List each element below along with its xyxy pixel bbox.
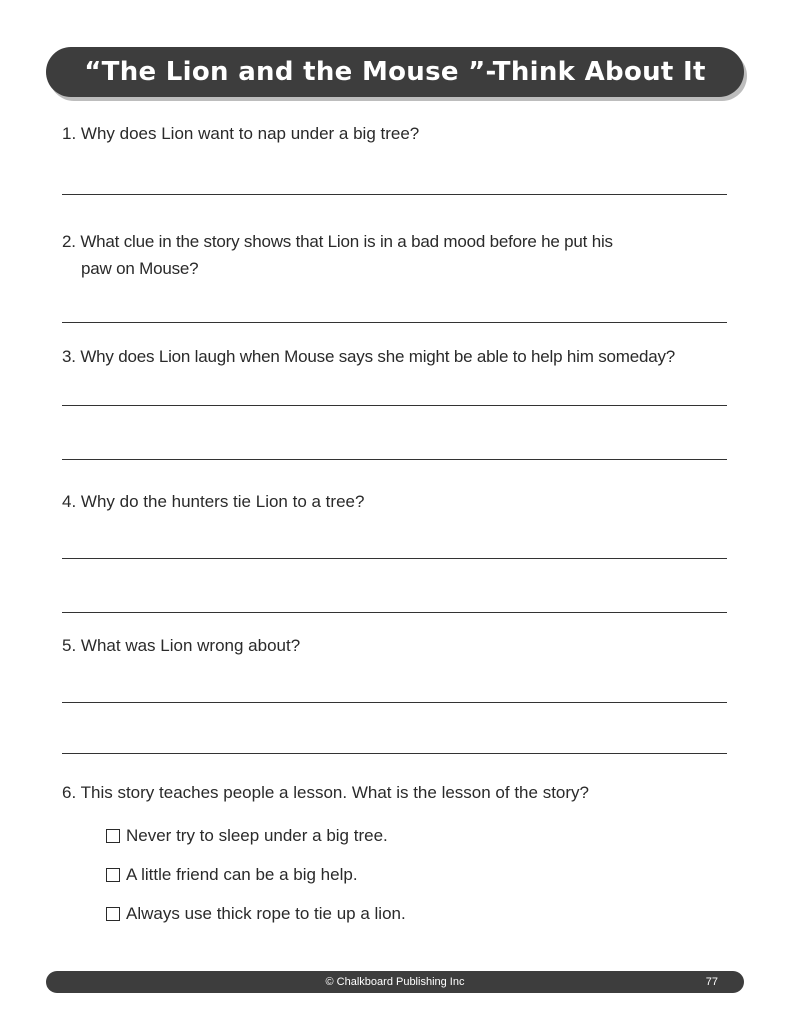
question-text: Why do the hunters tie Lion to a tree?	[80, 492, 365, 511]
page-title: “The Lion and the Mouse ”-Think About It	[84, 57, 706, 87]
checkbox-icon[interactable]	[106, 868, 120, 882]
question-text: What was Lion wrong about?	[80, 636, 301, 655]
question-number: 2.	[62, 232, 76, 251]
title-banner	[46, 47, 744, 97]
question-text: Why does Lion want to nap under a big tree?	[80, 124, 420, 143]
option-1[interactable]	[106, 825, 388, 847]
answer-line[interactable]	[62, 702, 727, 703]
answer-line[interactable]	[62, 194, 727, 195]
checkbox-icon[interactable]	[106, 907, 120, 921]
question-number: 6.	[62, 783, 77, 802]
option-label: Never try to sleep under a big tree.	[126, 826, 388, 845]
question-6	[62, 779, 589, 806]
option-label: A little friend can be a big help.	[126, 865, 358, 884]
answer-line[interactable]	[62, 405, 727, 406]
footer-bar	[46, 971, 744, 993]
question-4	[62, 488, 364, 515]
answer-line[interactable]	[62, 612, 727, 613]
question-number: 4.	[62, 492, 77, 511]
checkbox-icon[interactable]	[106, 829, 120, 843]
answer-line[interactable]	[62, 322, 727, 323]
question-5	[62, 632, 300, 659]
question-text: What clue in the story shows that Lion is in a bad mood before he put his	[80, 232, 613, 251]
question-text: Why does Lion laugh when Mouse says she might be able to help him someday?	[80, 347, 676, 366]
option-label: Always use thick rope to tie up a lion.	[126, 904, 406, 923]
copyright-text: © Chalkboard Publishing Inc	[325, 976, 465, 988]
question-text: This story teaches people a lesson. What is the lesson of the story?	[80, 783, 589, 802]
question-text-continued: paw on Mouse?	[81, 259, 199, 278]
question-3	[62, 343, 675, 370]
answer-line[interactable]	[62, 558, 727, 559]
option-3[interactable]	[106, 903, 406, 925]
answer-line[interactable]	[62, 753, 727, 754]
option-2[interactable]	[106, 864, 358, 886]
question-number: 5.	[62, 636, 77, 655]
question-2	[62, 228, 613, 282]
question-number: 1.	[62, 124, 77, 143]
page-number: 77	[705, 976, 718, 988]
answer-line[interactable]	[62, 459, 727, 460]
question-number: 3.	[62, 347, 76, 366]
question-1	[62, 120, 419, 147]
